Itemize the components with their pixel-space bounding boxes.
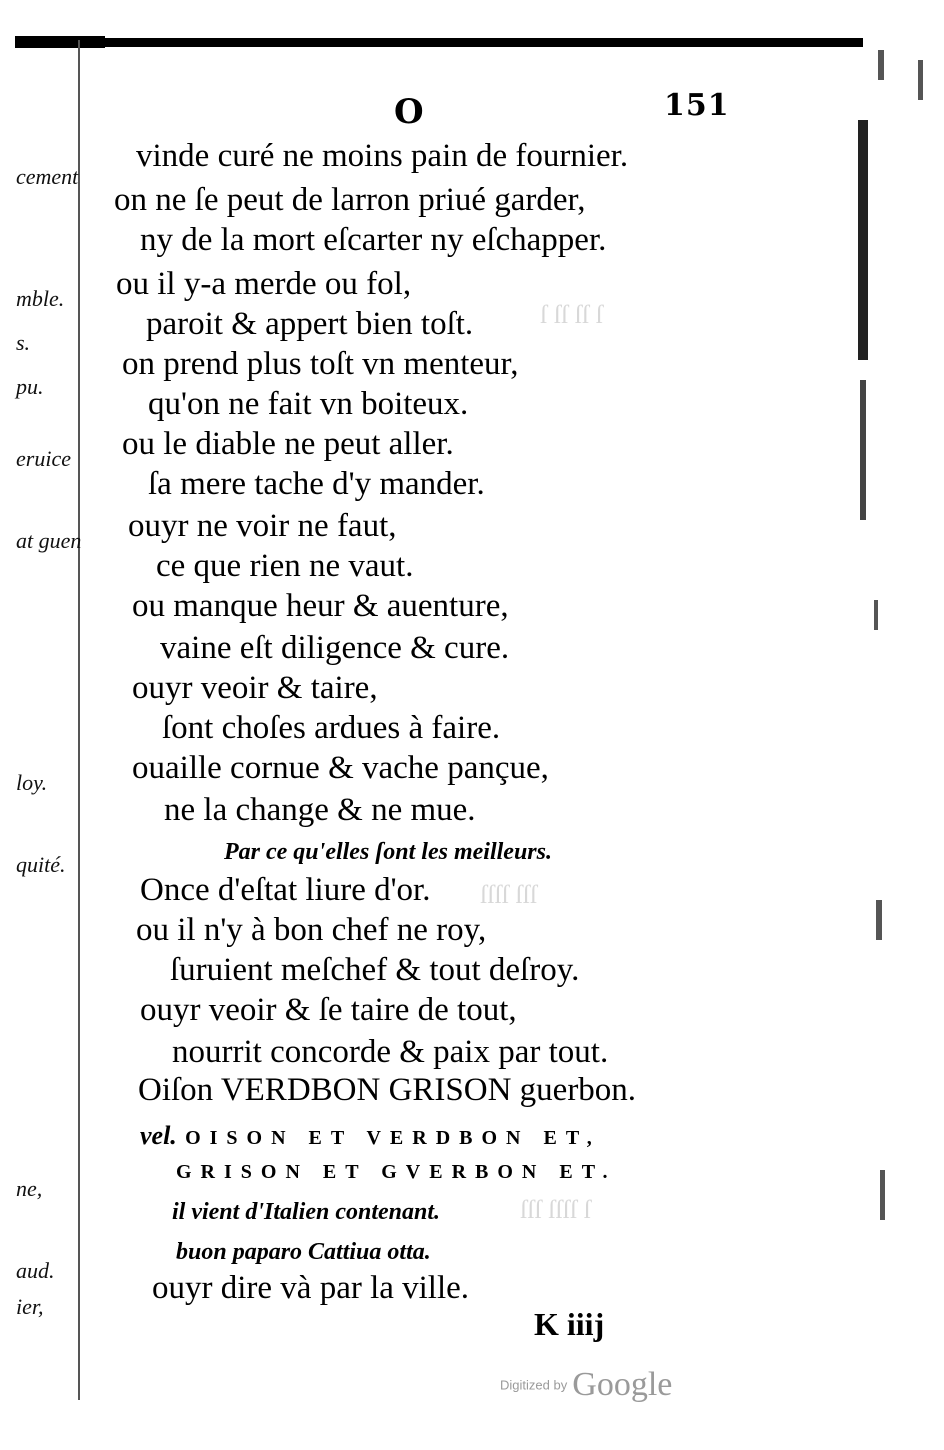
signature-mark: K iiij	[534, 1306, 605, 1342]
running-head-letter: O	[394, 92, 424, 132]
text-line: ou le diable ne peut aller.	[122, 426, 454, 462]
text-line: ouyr veoir & taire,	[132, 670, 378, 706]
bleed-through: ſ ſſ ſſ ſ	[540, 300, 603, 329]
text-line: nourrit concorde & paix par tout.	[172, 1034, 609, 1070]
margin-note: loy.	[16, 770, 48, 795]
google-logo: Google	[572, 1366, 673, 1403]
caps-text: OISON ET VERDBON ET,	[185, 1127, 601, 1149]
text-line: ne la change & ne mue.	[164, 792, 476, 828]
bleed-through: ſſſſ ſſſ	[480, 880, 538, 909]
text-line: ouaille cornue & vache pançue,	[132, 750, 549, 786]
text-line: ouyr ne voir ne faut,	[128, 508, 397, 544]
text-line: vinde curé ne moins pain de fournier.	[136, 138, 629, 174]
text-line: on ne ſe peut de larron priué garder,	[114, 182, 586, 218]
google-watermark	[500, 1366, 672, 1404]
page-edge-bleed	[858, 40, 944, 1410]
margin-note: s.	[16, 330, 31, 355]
text-line-italic: buon paparo Cattiua otta.	[176, 1239, 431, 1265]
margin-gutter-line	[78, 40, 80, 1400]
text-line-italic: il vient d'Italien contenant.	[172, 1199, 441, 1225]
text-line: Once d'eſtat liure d'or.	[140, 872, 431, 908]
text-line: ouyr veoir & ſe taire de tout,	[140, 992, 517, 1028]
margin-note: aud.	[16, 1258, 55, 1283]
text-line: ou il y-a merde ou fol,	[116, 266, 412, 302]
text-line: ou manque heur & auenture,	[132, 588, 509, 624]
text-line: qu'on ne fait vn boiteux.	[148, 386, 469, 422]
text-line: ouyr dire và par la ville.	[152, 1270, 470, 1306]
top-rule	[15, 38, 863, 47]
text-line: ſont choſes ardues à faire.	[162, 710, 501, 746]
text-line: ſuruient meſchef & tout deſroy.	[170, 952, 580, 988]
text-line: ou il n'y à bon chef ne roy,	[136, 912, 487, 948]
text-line: ny de la mort eſcarter ny eſchapper.	[140, 222, 607, 258]
margin-note: quité.	[16, 852, 66, 877]
text-line: ce que rien ne vaut.	[156, 548, 414, 584]
text-line: ſa mere tache d'y mander.	[148, 466, 485, 502]
margin-note: ne,	[16, 1176, 43, 1201]
text-line: vaine eſt diligence & cure.	[160, 630, 510, 666]
bleed-through: ſſſ ſſſſ ſ	[520, 1195, 591, 1224]
margin-note: at guen	[16, 528, 82, 553]
text-line: on prend plus toſt vn menteur,	[122, 346, 519, 382]
text-line: Oiſon VERDBON GRISON guerbon.	[138, 1072, 637, 1108]
margin-note: cement	[16, 164, 79, 189]
top-rule-mark	[15, 36, 105, 48]
watermark-prefix: Digitized by	[500, 1377, 568, 1393]
text-line-caps: vel. OISON ET VERDBON ET,	[140, 1121, 601, 1150]
text-line-italic: Par ce qu'elles ſont les meilleurs.	[224, 839, 552, 865]
margin-note: mble.	[16, 286, 65, 311]
text-line: paroit & appert bien toſt.	[146, 306, 474, 342]
margin-note: ier,	[16, 1294, 44, 1319]
margin-note: eruice	[16, 446, 71, 471]
text-line-caps: GRISON ET GVERBON ET.	[176, 1161, 617, 1183]
page-number: 151	[664, 88, 730, 123]
margin-note: pu.	[16, 374, 44, 399]
